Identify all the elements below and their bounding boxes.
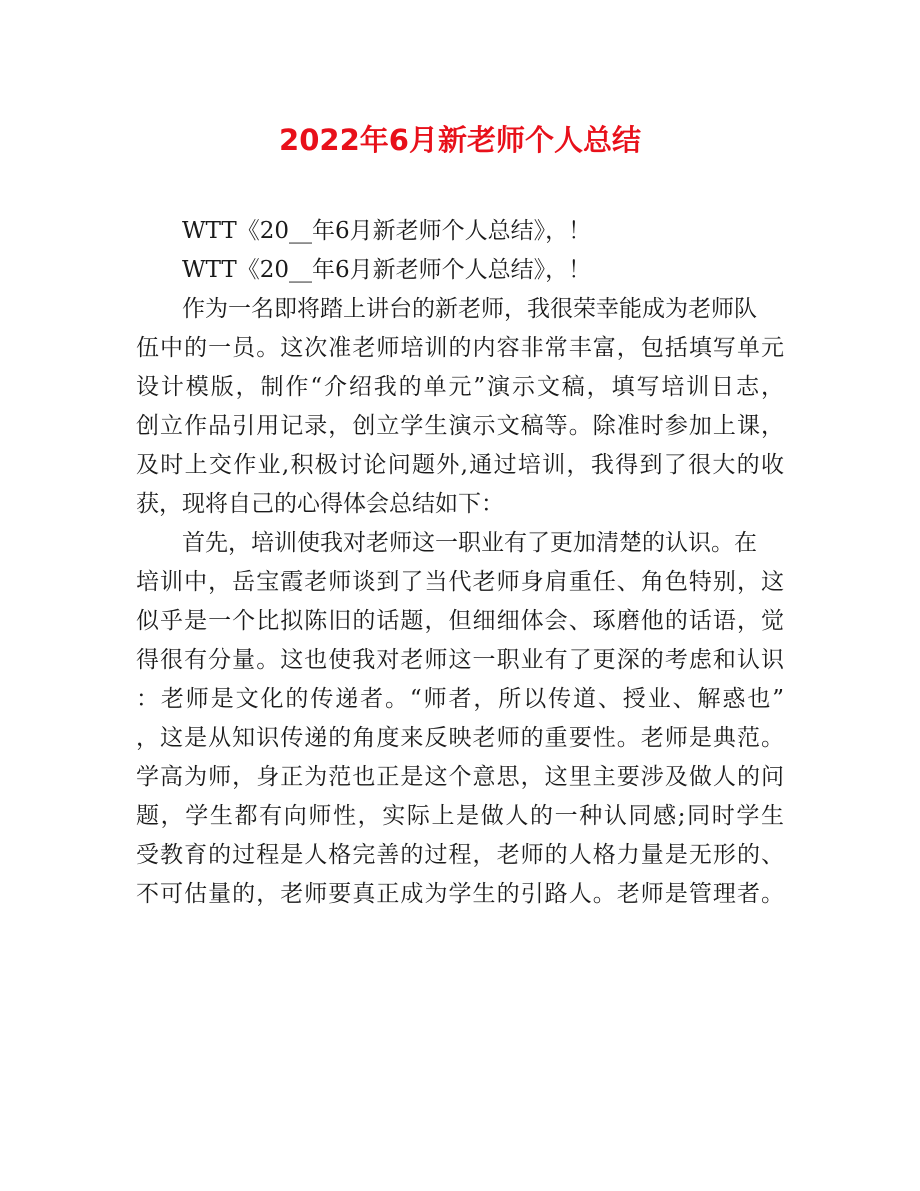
paragraph-2-line: 得很有分量。这也使我对老师这一职业有了更深的考虑和认识 — [136, 647, 784, 673]
paragraph-1 — [136, 290, 784, 524]
document-body — [136, 212, 784, 914]
paragraph-2-line: 培训中，岳宝霞老师谈到了当代老师身肩重任、角色特别，这 — [136, 569, 784, 595]
paragraph-2-line: 不可估量的，老师要真正成为学生的引路人。老师是管理者。 — [136, 881, 784, 907]
paragraph-2-line: 首先，培训使我对老师这一职业有了更加清楚的认识。在 — [182, 530, 757, 556]
paragraph-2-line: 题，学生都有向师性，实际上是做人的一种认同感;同时学生 — [136, 803, 784, 829]
paragraph-1-line: 获，现将自己的心得体会总结如下： — [136, 491, 504, 517]
paragraph-1-line: 作为一名即将踏上讲台的新老师，我很荣幸能成为老师队 — [182, 296, 757, 322]
paragraph-1-line: 伍中的一员。这次准老师培训的内容非常丰富，包括填写单元 — [136, 335, 784, 361]
paragraph-1-line: 设计模版，制作“介绍我的单元”演示文稿，填写培训日志， — [136, 374, 784, 400]
intro-line-1: WTT《20__年6月新老师个人总结》，！ — [182, 218, 592, 244]
paragraph-1-line: 创立作品引用记录，创立学生演示文稿等。除准时参加上课， — [136, 413, 784, 439]
paragraph-2-line: 学高为师，身正为范也正是这个意思，这里主要涉及做人的问 — [136, 764, 784, 790]
paragraph-2-line: ：老师是文化的传递者。“师者，所以传道、授业、解惑也” — [136, 686, 784, 712]
document-title: 2022年6月新老师个人总结 — [279, 123, 641, 157]
paragraph-2 — [136, 524, 784, 914]
paragraph-2-line: ，这是从知识传递的角度来反映老师的重要性。老师是典范。 — [136, 725, 784, 751]
paragraph-2-line: 受教育的过程是人格完善的过程，老师的人格力量是无形的、 — [136, 842, 784, 868]
intro-line-2: WTT《20__年6月新老师个人总结》，！ — [182, 257, 592, 283]
paragraph-1-line: 及时上交作业,积极讨论问题外,通过培训，我得到了很大的收 — [136, 452, 784, 478]
paragraph-2-line: 似乎是一个比拟陈旧的话题，但细细体会、琢磨他的话语，觉 — [136, 608, 784, 634]
